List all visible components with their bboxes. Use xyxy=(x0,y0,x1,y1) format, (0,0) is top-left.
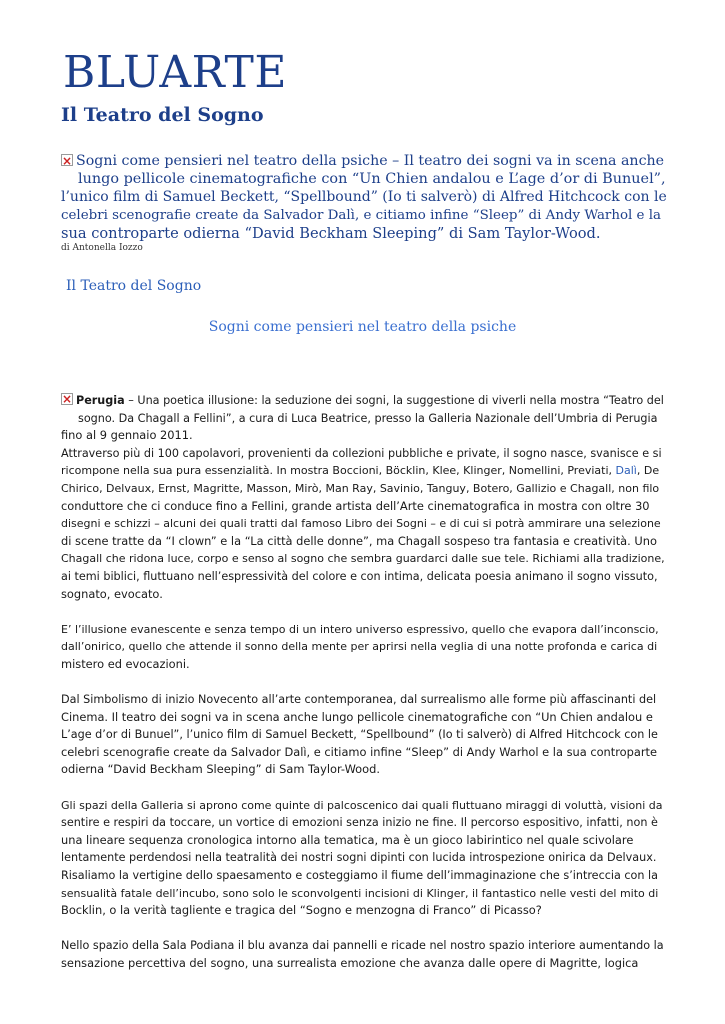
body-text: E’ l’illusione evanescente e senza tempo di un intero universo espressivo, quello che evapora dall’inconscio, xyxy=(61,622,659,636)
lead-line: l’unico film di Samuel Beckett, “Spellbound” (Io ti salverò) di Alfred Hitchcock con le xyxy=(61,189,667,206)
body-text: sognato, evocato. xyxy=(61,586,163,601)
body-text: Bocklin, o la verità tagliente e tragica del “Sogno e menzogna di Franco” di Picasso? xyxy=(61,903,542,918)
body-text: Gli spazi della Galleria si aprono come quinte di palcoscenico dai quali fluttuano miraggi di voluttà, visioni da xyxy=(61,798,663,812)
article-lead xyxy=(61,152,669,243)
body-text: celebri scenografie create da Salvador Dalì, e citiamo infine “Sleep” di Andy Warhol e la sua controparte xyxy=(61,744,658,759)
body-text: ai temi biblici, fluttuano nell’espressività del colore e con intima, delicata poesia animano il sogno vissuto, xyxy=(61,569,658,583)
body-text: ricompone nella sua pura essenzialità. In mostra Boccioni, Böcklin, Klee, Klinger, Nomellini, Previati, xyxy=(61,464,613,478)
article-body xyxy=(61,392,665,973)
body-text: disegni e schizzi – alcuni dei quali tratti dal famoso Libro dei Sogni – e di cui si potrà ammirare una selezione xyxy=(61,517,661,531)
location-label: Perugia xyxy=(76,394,125,407)
body-text: conduttore che ci conduce fino a Fellini, grande artista dell’Arte cinematografica in mostra con oltre 30 xyxy=(61,498,650,513)
lead-line: lungo pellicole cinematografiche con “Un Chien andalou e L’age d’or di Bunuel”, xyxy=(78,171,666,188)
body-text: una lineare sequenza cronologica intorno alla tematica, ma è un gioco labirintico nel quale scivolare xyxy=(61,832,634,847)
broken-image-icon xyxy=(61,393,73,405)
body-text: sogno. Da Chagall a Fellini”, a cura di Luca Beatrice, presso la Galleria Nazionale dell’Umbria di Perugia xyxy=(78,411,658,425)
body-text: Chagall che ridona luce, corpo e senso al sogno che sembra guardarci dalle sue tele. Richiami alla tradizione, xyxy=(61,552,665,566)
body-text: L’age d’or di Bunuel”, l’unico film di Samuel Beckett, “Spellbound” (Io ti salverò) di Alfred Hitchcock con le xyxy=(61,728,658,742)
site-logo[interactable]: BLUARTE xyxy=(63,47,287,98)
lead-line: celebri scenografie create da Salvador Dalì, e citiamo infine “Sleep” di Andy Warhol e la xyxy=(61,207,662,223)
body-text: Dal Simbolismo di inizio Novecento all’arte contemporanea, dal surrealismo alle forme più affascinanti del xyxy=(61,693,657,707)
section-subtitle: Sogni come pensieri nel teatro della psiche xyxy=(208,319,517,335)
section-heading: Il Teatro del Sogno xyxy=(66,278,202,294)
page-title: Il Teatro del Sogno xyxy=(61,104,264,126)
body-text: mistero ed evocazioni. xyxy=(61,656,190,671)
body-text: Cinema. Il teatro dei sogni va in scena anche lungo pellicole cinematografiche con “Un Chien andalou e xyxy=(61,709,653,724)
body-text: di scene tratte da “I clown” e la “La città delle donne”, ma Chagall sospeso tra fantasia e creatività. Uno xyxy=(61,533,657,548)
body-text: , De xyxy=(636,464,660,478)
body-text: fino al 9 gennaio 2011. xyxy=(61,428,193,443)
lead-line: Sogni come pensieri nel teatro della psiche – Il teatro dei sogni va in scena anche xyxy=(76,153,665,169)
body-text: Attraverso più di 100 capolavori, provenienti da collezioni pubbliche e private, il sogno nasce, svanisce e si xyxy=(61,446,662,460)
body-text: dall’onirico, quello che attende il sonno della mente per aprirsi nella veglia di una notte profonda e carica di xyxy=(61,640,658,654)
body-text: – Una poetica illusione: la seduzione dei sogni, la suggestione di viverli nella mostra “Teatro del xyxy=(124,394,664,407)
lead-line: sua controparte odierna “David Beckham Sleeping” di Sam Taylor-Wood. xyxy=(61,224,601,242)
body-text: sentire e respiri da toccare, un vortice di emozioni senza inizio ne fine. Il percorso espositivo, infatti, non è xyxy=(61,816,658,830)
dali-link[interactable]: Dalì xyxy=(615,464,637,478)
body-text: Risaliamo la vertigine dello spaesamento e costeggiamo il fiume dell’immaginazione che s’intreccia con la xyxy=(61,869,658,883)
body-text: Chirico, Delvaux, Ernst, Magritte, Masson, Mirò, Man Ray, Savinio, Tanguy, Botero, Gallizio e Chagall, non filo xyxy=(61,481,660,495)
body-text: lentamente perdendosi nella teatralità dei nostri sogni dipinti con lucida introspezione onirica da Delvaux. xyxy=(61,851,657,865)
body-text: sensazione percettiva del sogno, una surrealista emozione che avanza dalle opere di Magritte, logica xyxy=(61,956,639,970)
body-text: Nello spazio della Sala Podiana il blu avanza dai pannelli e ricade nel nostro spazio interiore aumentando la xyxy=(61,939,664,953)
broken-image-icon xyxy=(61,154,73,166)
body-text: sensualità fatale dell’incubo, sono solo le sconvolgenti incisioni di Klinger, il fantastico nelle vesti del mito di xyxy=(61,886,659,900)
author-byline: di Antonella Iozzo xyxy=(61,243,143,253)
body-text: odierna “David Beckham Sleeping” di Sam Taylor-Wood. xyxy=(61,762,380,777)
